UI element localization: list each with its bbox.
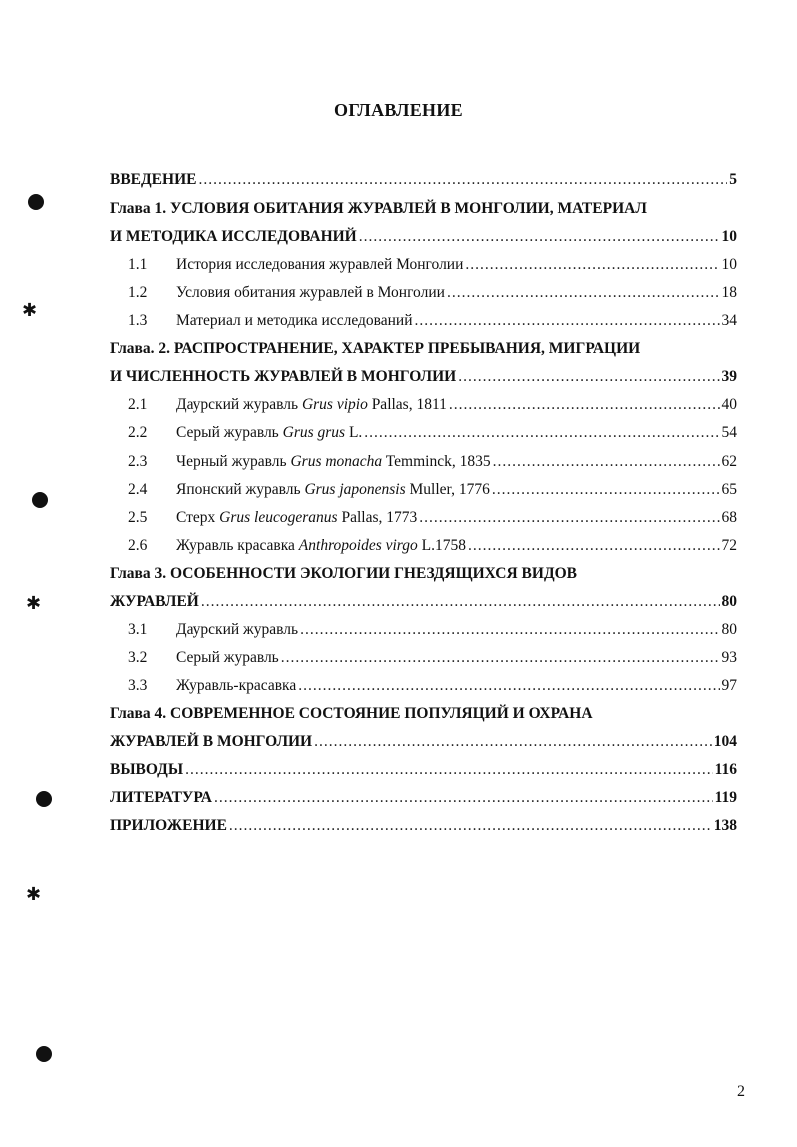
toc-page-number: 138 bbox=[713, 817, 737, 834]
toc-section-3-3 bbox=[128, 677, 737, 699]
toc-entry-title: ЛИТЕРАТУРА bbox=[110, 789, 212, 806]
toc-entry-title: Глава 4. СОВРЕМЕННОЕ СОСТОЯНИЕ ПОПУЛЯЦИЙ И ОХРАНА bbox=[110, 705, 593, 722]
toc-page-number: 10 bbox=[721, 228, 737, 245]
toc-chapter-1-line-2 bbox=[110, 228, 737, 250]
toc-section-2-2 bbox=[128, 424, 737, 446]
toc-page-number: 39 bbox=[721, 368, 737, 385]
toc-section-number: 3.3 bbox=[128, 677, 148, 694]
toc-leader bbox=[198, 171, 727, 189]
toc-entry-title: ЖУРАВЛЕЙ bbox=[110, 593, 199, 610]
toc-section-2-5 bbox=[128, 509, 737, 531]
toc-entry-literature bbox=[110, 789, 737, 811]
toc-entry-title: История исследования журавлей Монголии bbox=[176, 256, 464, 273]
toc-entry-title: ПРИЛОЖЕНИЕ bbox=[110, 817, 227, 834]
toc-section-1-3 bbox=[128, 312, 737, 334]
page-number: 2 bbox=[737, 1083, 745, 1100]
toc-page-number: 5 bbox=[729, 171, 737, 188]
toc-leader bbox=[229, 817, 712, 835]
toc-page-number: 93 bbox=[721, 649, 737, 666]
toc-section-number: 2.1 bbox=[128, 396, 148, 413]
toc-section-1-2 bbox=[128, 284, 737, 306]
toc-leader bbox=[185, 761, 713, 779]
toc-entry-title: Материал и методика исследований bbox=[176, 312, 413, 329]
toc-entry-title: Серый журавль bbox=[176, 649, 279, 666]
toc-entry-title: Даурский журавль bbox=[176, 621, 299, 638]
toc-section-number: 1.3 bbox=[128, 312, 148, 329]
toc-section-number: 3.1 bbox=[128, 621, 148, 638]
toc-leader bbox=[449, 396, 720, 414]
toc-entry-title: Японский журавль Grus japonensis Muller, 1776 bbox=[176, 481, 490, 498]
toc-chapter-1-line-1 bbox=[110, 200, 647, 222]
toc-leader bbox=[281, 649, 720, 667]
toc-page-number: 40 bbox=[721, 396, 737, 413]
toc-section-number: 2.5 bbox=[128, 509, 148, 526]
toc-entry-title: Черный журавль Grus monacha Temminck, 1835 bbox=[176, 453, 491, 470]
toc-leader bbox=[298, 677, 719, 695]
toc-leader bbox=[419, 509, 719, 527]
toc-entry-title: ВВЕДЕНИЕ bbox=[110, 171, 197, 188]
toc-chapter-4-line-1 bbox=[110, 705, 593, 727]
toc-leader bbox=[201, 593, 720, 611]
toc-section-2-4 bbox=[128, 481, 737, 503]
toc-entry-title: ВЫВОДЫ bbox=[110, 761, 184, 778]
toc-leader bbox=[465, 256, 719, 274]
toc-section-2-1 bbox=[128, 396, 737, 418]
toc-chapter-3-line-2 bbox=[110, 593, 737, 615]
toc-entry-title: И ЧИСЛЕННОСТЬ ЖУРАВЛЕЙ В МОНГОЛИИ bbox=[110, 368, 457, 385]
toc-page-number: 104 bbox=[713, 733, 737, 750]
toc-entry-title: ЖУРАВЛЕЙ В МОНГОЛИИ bbox=[110, 733, 313, 750]
toc-leader bbox=[447, 284, 720, 302]
toc-page-number: 10 bbox=[721, 256, 737, 273]
toc-entry-title: Стерх Grus leucogeranus Pallas, 1773 bbox=[176, 509, 418, 526]
toc-leader bbox=[493, 453, 720, 471]
punch-hole-icon bbox=[28, 194, 44, 210]
toc-page-number: 65 bbox=[721, 481, 737, 498]
toc-section-number: 2.3 bbox=[128, 453, 148, 470]
toc-chapter-2-line-2 bbox=[110, 368, 737, 390]
toc-entry-title: Глава 1. УСЛОВИЯ ОБИТАНИЯ ЖУРАВЛЕЙ В МОНГОЛИИ, МАТЕРИАЛ bbox=[110, 200, 647, 217]
toc-section-3-2 bbox=[128, 649, 737, 671]
toc-entry-title: Серый журавль Grus grus L. bbox=[176, 424, 363, 441]
toc-entry-conclusions bbox=[110, 761, 737, 783]
toc-entry-title: Глава. 2. РАСПРОСТРАНЕНИЕ, ХАРАКТЕР ПРЕБЫВАНИЯ, МИГРАЦИИ bbox=[110, 340, 641, 357]
page-title: ОГЛАВЛЕНИЕ bbox=[334, 100, 463, 120]
toc-page-number: 18 bbox=[721, 284, 737, 301]
toc-section-number: 2.2 bbox=[128, 424, 148, 441]
toc-leader bbox=[364, 424, 719, 442]
toc-section-number: 2.6 bbox=[128, 537, 148, 554]
toc-section-3-1 bbox=[128, 621, 737, 643]
toc-page-number: 54 bbox=[721, 424, 737, 441]
ink-blot-icon: ✱ bbox=[26, 884, 42, 904]
toc-section-number: 1.1 bbox=[128, 256, 148, 273]
toc-section-1-1 bbox=[128, 256, 737, 278]
toc-page-number: 68 bbox=[721, 509, 737, 526]
toc-entry-title: Журавль-красавка bbox=[176, 677, 297, 694]
toc-leader bbox=[359, 228, 720, 246]
toc-section-number: 2.4 bbox=[128, 481, 148, 498]
toc-entry-intro bbox=[110, 171, 737, 193]
toc-entry-title: Журавль красавка Anthropoides virgo L.1758 bbox=[176, 537, 466, 554]
ink-blot-icon: ✱ bbox=[22, 300, 38, 320]
toc-entry-title: Глава 3. ОСОБЕННОСТИ ЭКОЛОГИИ ГНЕЗДЯЩИХСЯ ВИДОВ bbox=[110, 565, 577, 582]
toc-page-number: 34 bbox=[721, 312, 737, 329]
toc-leader bbox=[214, 789, 713, 807]
toc-entry-appendix bbox=[110, 817, 737, 839]
toc-chapter-2-line-1 bbox=[110, 340, 640, 362]
toc-entry-title: Даурский журавль Grus vipio Pallas, 1811 bbox=[176, 396, 447, 413]
toc-leader bbox=[415, 312, 720, 330]
toc-section-number: 3.2 bbox=[128, 649, 148, 666]
toc-entry-title: И МЕТОДИКА ИССЛЕДОВАНИЙ bbox=[110, 228, 357, 245]
punch-hole-icon bbox=[36, 791, 52, 807]
toc-page-number: 80 bbox=[721, 593, 737, 610]
toc-chapter-3-line-1 bbox=[110, 565, 577, 587]
toc-page-number: 62 bbox=[721, 453, 737, 470]
punch-hole-icon bbox=[36, 1046, 52, 1062]
ink-blot-icon: ✱ bbox=[26, 593, 42, 613]
toc-page-number: 72 bbox=[721, 537, 737, 554]
toc-entry-title: Условия обитания журавлей в Монголии bbox=[176, 284, 445, 301]
toc-chapter-4-line-2 bbox=[110, 733, 737, 755]
toc-section-number: 1.2 bbox=[128, 284, 148, 301]
toc-section-2-3 bbox=[128, 453, 737, 475]
toc-page-number: 116 bbox=[714, 761, 737, 778]
toc-section-2-6 bbox=[128, 537, 737, 559]
toc-leader bbox=[468, 537, 720, 555]
toc-page-number: 80 bbox=[721, 621, 737, 638]
toc-leader bbox=[492, 481, 720, 499]
toc-leader bbox=[314, 733, 712, 751]
toc-page-number: 97 bbox=[721, 677, 737, 694]
toc-leader bbox=[300, 621, 719, 639]
toc-page-number: 119 bbox=[714, 789, 737, 806]
toc-leader bbox=[458, 368, 719, 386]
punch-hole-icon bbox=[32, 492, 48, 508]
